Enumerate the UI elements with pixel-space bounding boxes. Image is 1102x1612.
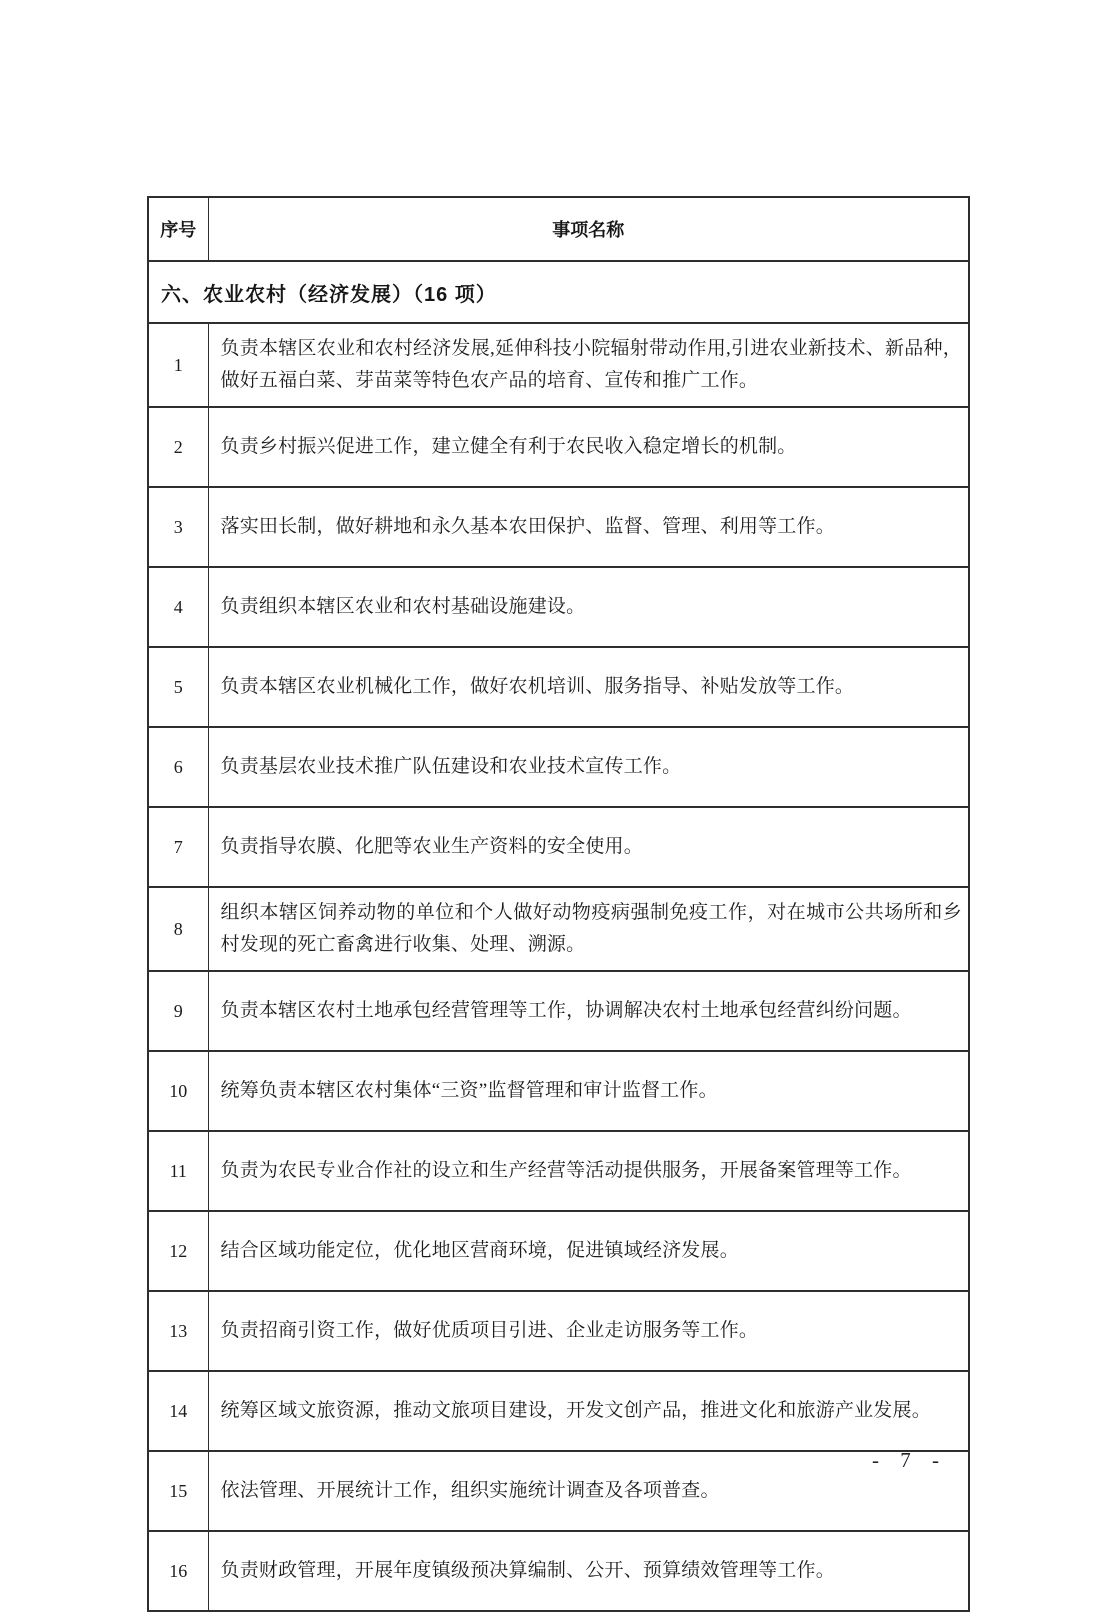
table-row bbox=[148, 1451, 969, 1531]
table-row bbox=[148, 567, 969, 647]
row-text-cell: 组织本辖区饲养动物的单位和个人做好动物疫病强制免疫工作，对在城市公共场所和乡村发现的死亡畜禽进行收集、处理、溯源。 bbox=[208, 887, 969, 971]
matters-table bbox=[147, 196, 970, 1612]
page-number: - 7 - bbox=[872, 1448, 941, 1472]
table-row bbox=[148, 1371, 969, 1451]
matters-table-body bbox=[148, 197, 969, 1611]
row-number-cell: 2 bbox=[148, 407, 208, 487]
table-header-row bbox=[148, 197, 969, 261]
section-title: 六、农业农村（经济发展）（16 项） bbox=[148, 261, 969, 323]
row-number-cell: 9 bbox=[148, 971, 208, 1051]
table-row bbox=[148, 407, 969, 487]
row-number-cell: 4 bbox=[148, 567, 208, 647]
row-number-cell: 11 bbox=[148, 1131, 208, 1211]
row-number-cell: 3 bbox=[148, 487, 208, 567]
table-row bbox=[148, 1291, 969, 1371]
row-text-cell: 负责本辖区农业和农村经济发展,延伸科技小院辐射带动作用,引进农业新技术、新品种，做好五福白菜、芽苗菜等特色农产品的培育、宣传和推广工作。 bbox=[208, 323, 969, 407]
table-row bbox=[148, 1531, 969, 1611]
row-number-cell: 1 bbox=[148, 323, 208, 407]
row-number-cell: 14 bbox=[148, 1371, 208, 1451]
table-row bbox=[148, 887, 969, 971]
row-text-cell: 负责组织本辖区农业和农村基础设施建设。 bbox=[208, 567, 969, 647]
row-text-cell: 落实田长制，做好耕地和永久基本农田保护、监督、管理、利用等工作。 bbox=[208, 487, 969, 567]
header-cell-index: 序号 bbox=[148, 197, 208, 261]
row-number-cell: 8 bbox=[148, 887, 208, 971]
row-text-cell: 依法管理、开展统计工作，组织实施统计调查及各项普查。 bbox=[208, 1451, 969, 1531]
table-row bbox=[148, 487, 969, 567]
row-text-cell: 负责基层农业技术推广队伍建设和农业技术宣传工作。 bbox=[208, 727, 969, 807]
row-text-cell: 负责本辖区农村土地承包经营管理等工作，协调解决农村土地承包经营纠纷问题。 bbox=[208, 971, 969, 1051]
row-number-cell: 12 bbox=[148, 1211, 208, 1291]
row-text-cell: 负责财政管理，开展年度镇级预决算编制、公开、预算绩效管理等工作。 bbox=[208, 1531, 969, 1611]
row-text-cell: 负责本辖区农业机械化工作，做好农机培训、服务指导、补贴发放等工作。 bbox=[208, 647, 969, 727]
row-number-cell: 5 bbox=[148, 647, 208, 727]
table-row bbox=[148, 647, 969, 727]
row-text-cell: 统筹区域文旅资源，推动文旅项目建设，开发文创产品，推进文化和旅游产业发展。 bbox=[208, 1371, 969, 1451]
row-number-cell: 13 bbox=[148, 1291, 208, 1371]
table-row bbox=[148, 1211, 969, 1291]
table-row bbox=[148, 971, 969, 1051]
section-header-row bbox=[148, 261, 969, 323]
table-row bbox=[148, 323, 969, 407]
row-text-cell: 负责乡村振兴促进工作，建立健全有利于农民收入稳定增长的机制。 bbox=[208, 407, 969, 487]
row-text-cell: 负责指导农膜、化肥等农业生产资料的安全使用。 bbox=[208, 807, 969, 887]
row-number-cell: 16 bbox=[148, 1531, 208, 1611]
row-text-cell: 统筹负责本辖区农村集体“三资”监督管理和审计监督工作。 bbox=[208, 1051, 969, 1131]
row-text-cell: 负责为农民专业合作社的设立和生产经营等活动提供服务，开展备案管理等工作。 bbox=[208, 1131, 969, 1211]
row-number-cell: 10 bbox=[148, 1051, 208, 1131]
row-text-cell: 结合区域功能定位，优化地区营商环境，促进镇域经济发展。 bbox=[208, 1211, 969, 1291]
table-row bbox=[148, 727, 969, 807]
table-row bbox=[148, 807, 969, 887]
table-row bbox=[148, 1131, 969, 1211]
row-number-cell: 7 bbox=[148, 807, 208, 887]
row-number-cell: 6 bbox=[148, 727, 208, 807]
table-row bbox=[148, 1051, 969, 1131]
header-cell-matter-name: 事项名称 bbox=[208, 197, 969, 261]
row-number-cell: 15 bbox=[148, 1451, 208, 1531]
row-text-cell: 负责招商引资工作，做好优质项目引进、企业走访服务等工作。 bbox=[208, 1291, 969, 1371]
